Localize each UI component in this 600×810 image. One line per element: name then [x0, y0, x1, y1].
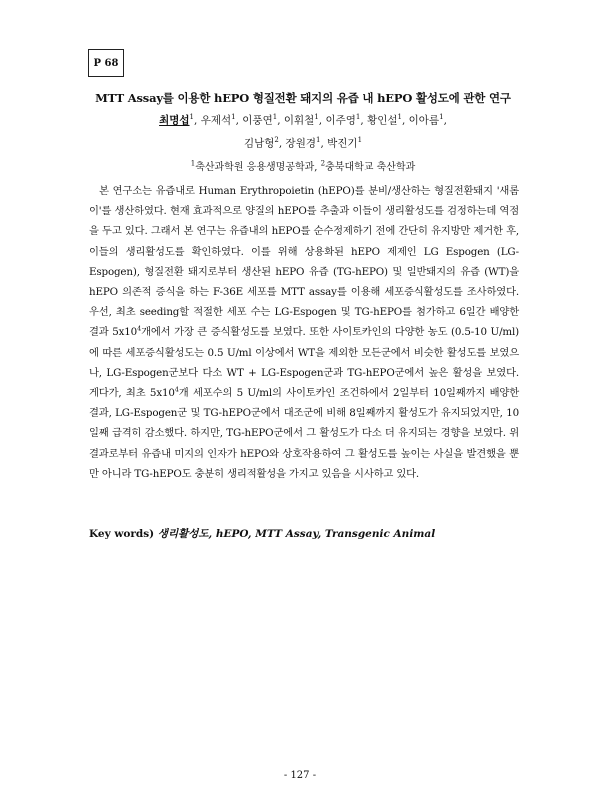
author-list [78, 108, 528, 153]
author-sup: 1 [314, 113, 319, 121]
author-sup: 1 [272, 113, 278, 121]
abstract-text-1: 본 연구소는 유즙내로 Human Erythropoietin (hEPO)를 분비/생산하는 형질전환돼지 '새롬이'를 생산하였다. 현재 효과적으로 양질의 hEPO를 추출과 이들이 생리활성도를 검정하는데 역점을 두고 있다. 그래서 본 연구는 유즙내의 hEPO를 순수정제하기 전에 간단히 유지방만 제거한 후, 이들의 생리활성도를 확인하였다. 이를 위해 상용화된 hEPO 제제인 LG Espogen (LG-Espogen), 형질전환 돼지로부터 생산된 hEPO 유즙 (TG-hEPO) 및 일반돼지의 유즙 (WT)을 hEPO 의존적 증식을 하는 F-36E 세포를 MTT assay를 이용해 세포증식활성도를 조사하였다. 우선, 최초 seeding할 적절한 세포 수는 LG-Espogen 및 TG-hEPO를 첨가하고 6일간 배양한 결과 5x10 [89, 185, 519, 339]
author: 김남형 [243, 137, 275, 149]
keywords-label: Key words) [89, 528, 155, 540]
author-sup: 1 [439, 113, 444, 121]
author: 우제석 [200, 114, 232, 127]
abstract-sup: 4 [137, 325, 142, 333]
poster-label-box [88, 49, 124, 77]
keywords-values: 생리활성도, hEPO, MTT Assay, Transgenic Animal [157, 528, 436, 540]
page-number: - 127 - [283, 770, 317, 781]
author-line-1: 최명섭$^1$, 우제석$^1$, 이풍연$^1$, 이휘철$^1$, 이주영$^1$, 황인설$^1$, 이아름$^1$, [159, 113, 447, 127]
affiliation: 충북대학교 축산학과 [325, 162, 416, 173]
abstract-paragraph [89, 181, 519, 484]
abstract-text-2: 개에서 가장 큰 증식활성도를 보였다. 또한 사이토카인의 다양한 농도 (0.5-10 U/ml)에 따른 세포증식활성도는 0.5 U/ml 이상에서 WT을 제외한 모든군에서 비슷한 활성도를 보였으나, LG-Espogen군보다 다소 WT + LG-Espogen군과 TG-hEPO군에서 높은 활성을 보였다. 게다가, 최초 5x10 [89, 326, 520, 400]
abstract-text-3: 개 세포수의 5 U/ml의 사이토카인 조건하에서 2일부터 10일째까지 배양한 결과, LG-Espogen군 및 TG-hEPO군에서 대조군에 비해 8일째까지 활성도가 유지되었지만, 10일째 급격히 감소했다. 하지만, TG-hEPO군에서 그 활성도가 다소 더 유지되는 경향을 보였다. 위 결과로부터 유즙내 미지의 인자가 hEPO와 상호작용하여 그 활성도를 높이는 사실을 발견했을 뿐만 아니라 TG-hEPO도 충분히 생리적활성을 가지고 있음을 시사하고 있다. [89, 387, 519, 480]
poster-label: P 68 [93, 57, 119, 69]
affil-sup: 1 [190, 159, 196, 168]
author: 이휘철 [283, 114, 315, 127]
affil-sup: 2 [320, 159, 326, 168]
author: 이아름 [408, 114, 440, 127]
author-sup: 2 [274, 135, 279, 144]
author-sup: 1 [357, 135, 363, 144]
author: 이풍연 [242, 114, 273, 127]
author: 박진기 [327, 137, 358, 149]
author-sup: 1 [189, 113, 194, 121]
author-sup: 1 [355, 113, 361, 121]
author: 장원경 [285, 137, 316, 149]
author-line-2: 김남형$^2$, 장원경$^1$, 박진기$^1$ [243, 135, 363, 149]
paper-title: MTT Assay를 이용한 hEPO 형질전환 돼지의 유즙 내 hEPO 활성도에 관한 연구 [95, 91, 511, 105]
author: 이주영 [325, 114, 356, 127]
author-sup: 1 [397, 113, 402, 121]
author-sup: 1 [231, 113, 236, 121]
abstract [89, 181, 519, 484]
abstract-sup: 4 [174, 385, 179, 394]
affiliation: 축산과학원 응용생명공학과, [195, 162, 318, 173]
keywords [89, 526, 519, 541]
affiliations [78, 158, 528, 173]
author: 황인설 [367, 114, 398, 127]
author-sup: 1 [315, 135, 321, 144]
author-presenter: 최명섭 [159, 114, 190, 127]
